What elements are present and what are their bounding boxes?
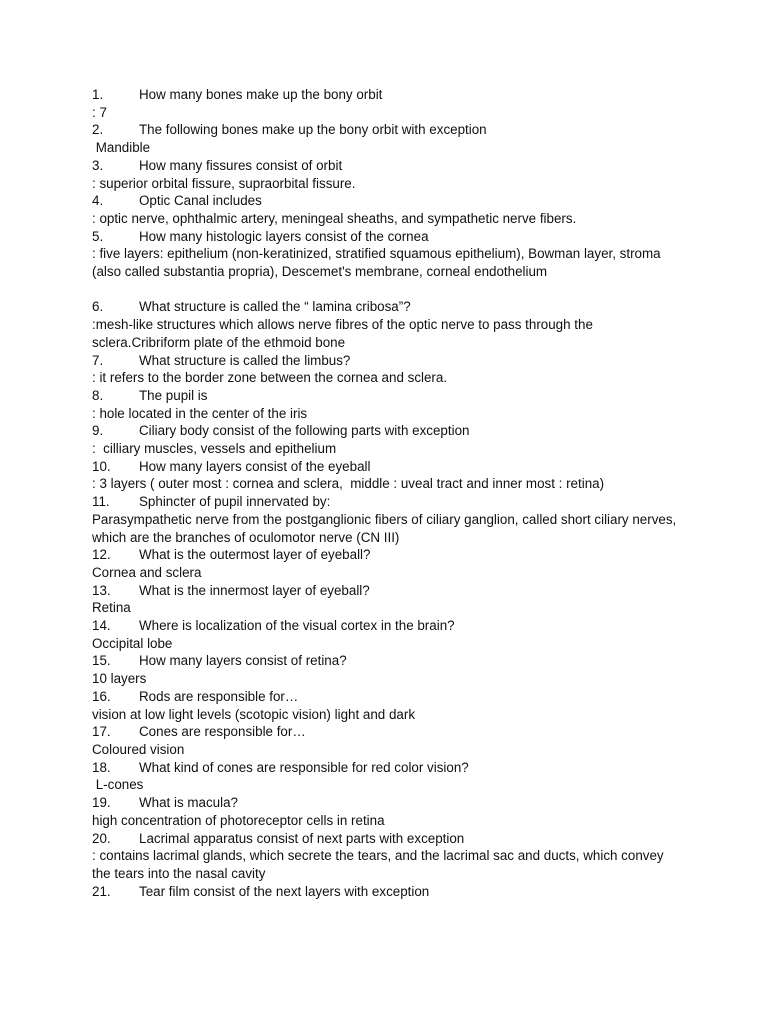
question-number: 14.: [92, 618, 111, 634]
question-number: 3.: [92, 157, 104, 173]
question-number: 17.: [92, 724, 111, 740]
question-text: Rods are responsible for…: [139, 688, 299, 704]
answer-2: Mandible: [92, 140, 151, 156]
question-text: What is the outermost layer of eyeball?: [139, 547, 371, 563]
question-text: Tear film consist of the next layers with exception: [139, 883, 430, 899]
question-17: [92, 723, 692, 741]
question-number: 11.: [92, 494, 110, 510]
question-1: [92, 86, 692, 104]
answer-17: Coloured vision: [92, 742, 185, 757]
question-7: [92, 352, 692, 370]
question-text: How many histologic layers consist of the cornea: [139, 228, 429, 244]
blank-line: [92, 281, 692, 299]
question-20: [92, 830, 692, 848]
question-8: [92, 387, 692, 405]
question-4: [92, 192, 692, 210]
question-11: [92, 493, 692, 511]
question-15: [92, 652, 692, 670]
answer-10: : 3 layers ( outer most : cornea and sclera, middle : uveal tract and inner most : retina): [92, 476, 605, 492]
question-6: [92, 298, 692, 316]
answer-14: Occipital lobe: [92, 635, 173, 651]
question-number: 16.: [92, 688, 111, 704]
question-text: What kind of cones are responsible for red color vision?: [139, 759, 469, 775]
question-text: What structure is called the “ lamina cribosa”?: [139, 299, 411, 315]
question-number: 21.: [92, 883, 111, 899]
question-text: Where is localization of the visual cortex in the brain?: [139, 618, 455, 634]
answer-12: Cornea and sclera: [92, 564, 202, 580]
question-number: 15.: [92, 653, 111, 669]
answer-20: : contains lacrimal glands, which secrete the tears, and the lacrimal sac and ducts, which convey the tears into the nasal cavity: [92, 848, 668, 881]
question-number: 1.: [92, 87, 104, 102]
question-number: 18.: [92, 759, 111, 775]
answer-15: 10 layers: [92, 671, 147, 687]
question-16: [92, 688, 692, 706]
question-text: Lacrimal apparatus consist of next parts with exception: [139, 830, 465, 846]
question-number: 9.: [92, 423, 104, 439]
answer-9: : cilliary muscles, vessels and epithelium: [92, 441, 337, 457]
question-text: What structure is called the limbus?: [139, 352, 351, 368]
answer-5: : five layers: epithelium (non-keratinized, stratified squamous epithelium), Bowman layer, stroma (also called substantia propria), Descemet's membrane, corneal endothelium: [92, 246, 665, 280]
question-number: 6.: [92, 299, 104, 315]
question-text: How many bones make up the bony orbit: [139, 87, 383, 102]
answer-16: vision at low light levels (scotopic vision) light and dark: [92, 706, 416, 722]
answer-3: : superior orbital fissure, supraorbital fissure.: [92, 175, 356, 191]
qa-list: [92, 86, 692, 900]
question-13: [92, 582, 692, 600]
question-text: Cones are responsible for…: [139, 724, 306, 740]
answer-1: : 7: [92, 104, 107, 120]
question-number: 19.: [92, 795, 111, 811]
question-12: [92, 546, 692, 564]
question-text: How many layers consist of retina?: [139, 653, 347, 669]
question-text: Optic Canal includes: [139, 193, 262, 209]
answer-11: Parasympathetic nerve from the postganglionic fibers of ciliary ganglion, called short ciliary nerves, which are the branches of oculomotor nerve (CN III): [92, 511, 680, 545]
answer-19: high concentration of photoreceptor cells in retina: [92, 812, 385, 828]
question-3: [92, 157, 692, 175]
question-number: 7.: [92, 352, 104, 368]
question-2: [92, 121, 692, 139]
answer-8: : hole located in the center of the iris: [92, 405, 308, 421]
question-19: [92, 794, 692, 812]
question-number: 4.: [92, 193, 104, 209]
question-text: How many layers consist of the eyeball: [139, 458, 371, 474]
question-number: 10.: [92, 458, 111, 474]
question-number: 2.: [92, 122, 104, 138]
question-text: How many fissures consist of orbit: [139, 157, 343, 173]
question-14: [92, 617, 692, 635]
question-text: Sphincter of pupil innervated by:: [139, 494, 331, 510]
answer-6: :mesh-like structures which allows nerve fibres of the optic nerve to pass through the sclera.Cribriform plate of the ethmoid bone: [92, 317, 597, 350]
question-text: The pupil is: [139, 387, 208, 403]
answer-4: : optic nerve, ophthalmic artery, meningeal sheaths, and sympathetic nerve fibers.: [92, 210, 577, 226]
question-number: 8.: [92, 387, 104, 403]
question-21: [92, 883, 692, 901]
answer-7: : it refers to the border zone between the cornea and sclera.: [92, 370, 448, 386]
question-9: [92, 422, 692, 440]
question-number: 20.: [92, 830, 111, 846]
question-text: What is the innermost layer of eyeball?: [139, 582, 370, 598]
question-number: 5.: [92, 228, 104, 244]
question-number: 12.: [92, 547, 111, 563]
question-text: The following bones make up the bony orbit with exception: [139, 122, 487, 138]
question-number: 13.: [92, 582, 111, 598]
question-5: [92, 228, 692, 246]
question-text: What is macula?: [139, 795, 238, 811]
answer-13: Retina: [92, 600, 131, 616]
question-18: [92, 759, 692, 777]
question-10: [92, 458, 692, 476]
question-text: Ciliary body consist of the following parts with exception: [139, 423, 470, 439]
answer-18: L-cones: [92, 777, 144, 793]
